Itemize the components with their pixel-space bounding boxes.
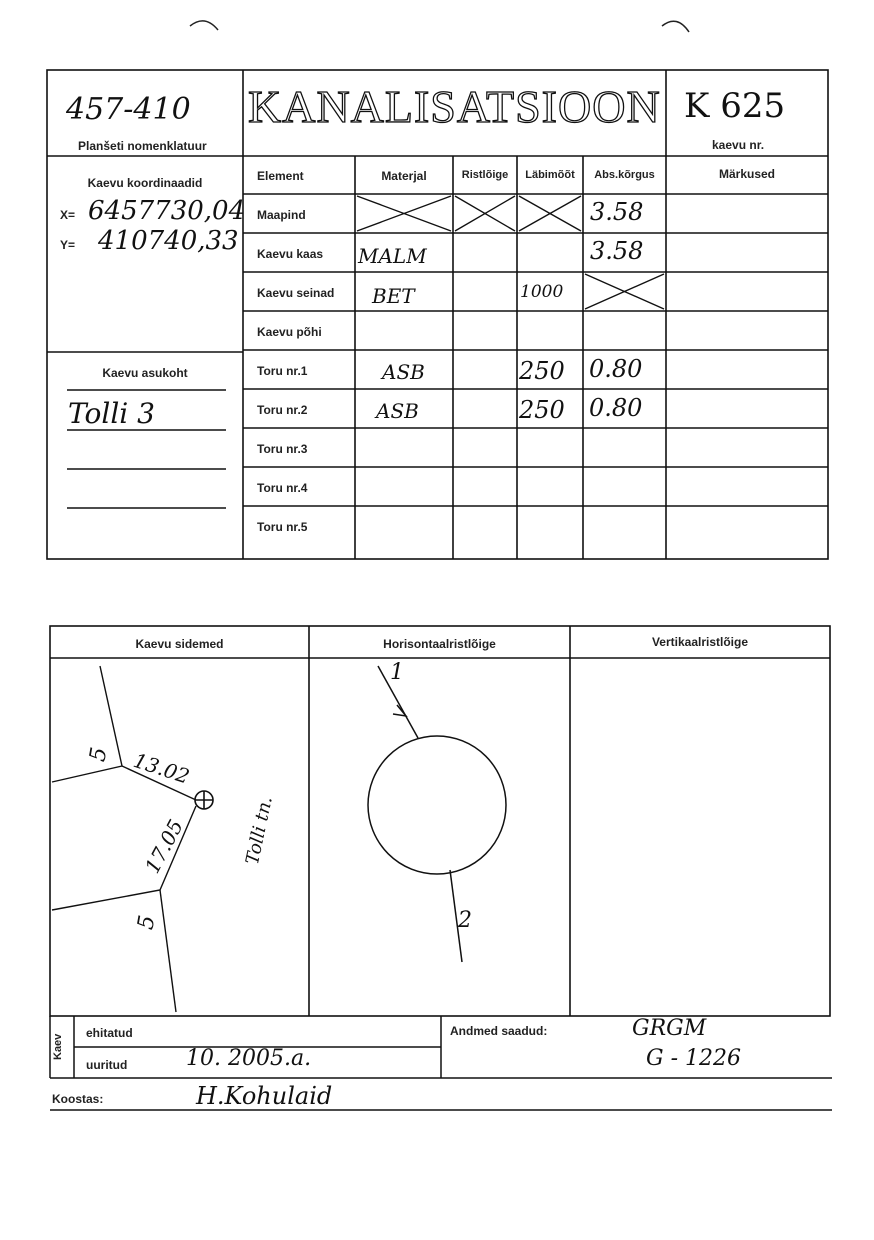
building-number-lower: 5 (133, 913, 161, 932)
x-value: 6457730,04 (88, 196, 246, 226)
header-abs-height: Abs.kõrgus (594, 169, 655, 181)
col-ties-label: Kaevu sidemed (135, 637, 224, 651)
col-vertical-label: Vertikaalristlõige (651, 635, 749, 649)
header-diameter: Läbimõõt (525, 169, 575, 181)
compiled-value: H.Kohulaid (196, 1082, 333, 1110)
street-label: Tolli tn. (242, 794, 277, 867)
abs-height-value: 3.58 (590, 198, 644, 226)
coordinates-label: Kaevu koordinaadid (87, 176, 203, 190)
pipe-out-label: 2 (458, 908, 472, 933)
abs-height-value: 3.58 (590, 237, 644, 265)
row-element-label: Maapind (257, 208, 306, 222)
form-title: KANALISATSIOON (248, 81, 661, 132)
tie-distance-lower: 17.05 (140, 815, 189, 878)
header-notes: Märkused (718, 167, 776, 181)
building-number-upper: 5 (85, 745, 113, 764)
y-label: Y= (60, 238, 76, 252)
data-from-value-2: G - 1226 (646, 1046, 741, 1071)
diameter-value: 250 (519, 357, 565, 385)
material-value: BET (372, 284, 415, 308)
surveyed-label: uuritud (86, 1058, 128, 1072)
header-material: Materjal (381, 169, 427, 183)
row-element-label: Kaevu seinad (257, 286, 335, 300)
well-side-label: Kaev (52, 1033, 64, 1060)
well-number: K 625 (684, 86, 786, 126)
plansheet-label: Planšeti nomenklatuur (78, 139, 207, 153)
row-element-label: Kaevu põhi (257, 325, 322, 339)
location-value: Tolli 3 (68, 397, 155, 430)
compiled-label: Koostas: (52, 1092, 104, 1106)
plansheet-number: 457-410 (66, 92, 191, 127)
row-element-label: Toru nr.4 (257, 481, 308, 495)
header-element: Element (257, 169, 304, 183)
well-number-label: kaevu nr. (712, 138, 765, 152)
abs-height-value: 0.80 (589, 355, 643, 383)
diameter-value: 250 (519, 396, 565, 424)
header-cross-section: Ristlõige (461, 169, 509, 181)
y-value: 410740,33 (98, 226, 239, 256)
data-from-label: Andmed saadud: (450, 1024, 548, 1038)
material-value: ASB (382, 360, 425, 384)
diameter-value: 1000 (520, 282, 564, 302)
location-label: Kaevu asukoht (102, 366, 188, 380)
row-element-label: Toru nr.2 (257, 403, 308, 417)
pipe-in-label: 1 (390, 660, 404, 685)
x-label: X= (60, 208, 76, 222)
material-value: ASB (376, 399, 419, 423)
row-element-label: Kaevu kaas (257, 247, 324, 261)
tie-distance-top: 13.02 (130, 748, 193, 789)
row-element-label: Toru nr.5 (257, 520, 308, 534)
row-element-label: Toru nr.1 (257, 364, 308, 378)
col-horizontal-label: Horisontaalristlõige (383, 637, 496, 651)
row-element-label: Toru nr.3 (257, 442, 308, 456)
material-value: MALM (358, 244, 427, 268)
surveyed-value: 10. 2005.a. (186, 1046, 312, 1071)
abs-height-value: 0.80 (589, 394, 643, 422)
built-label: ehitatud (86, 1026, 133, 1040)
data-from-value-1: GRGM (632, 1016, 707, 1041)
